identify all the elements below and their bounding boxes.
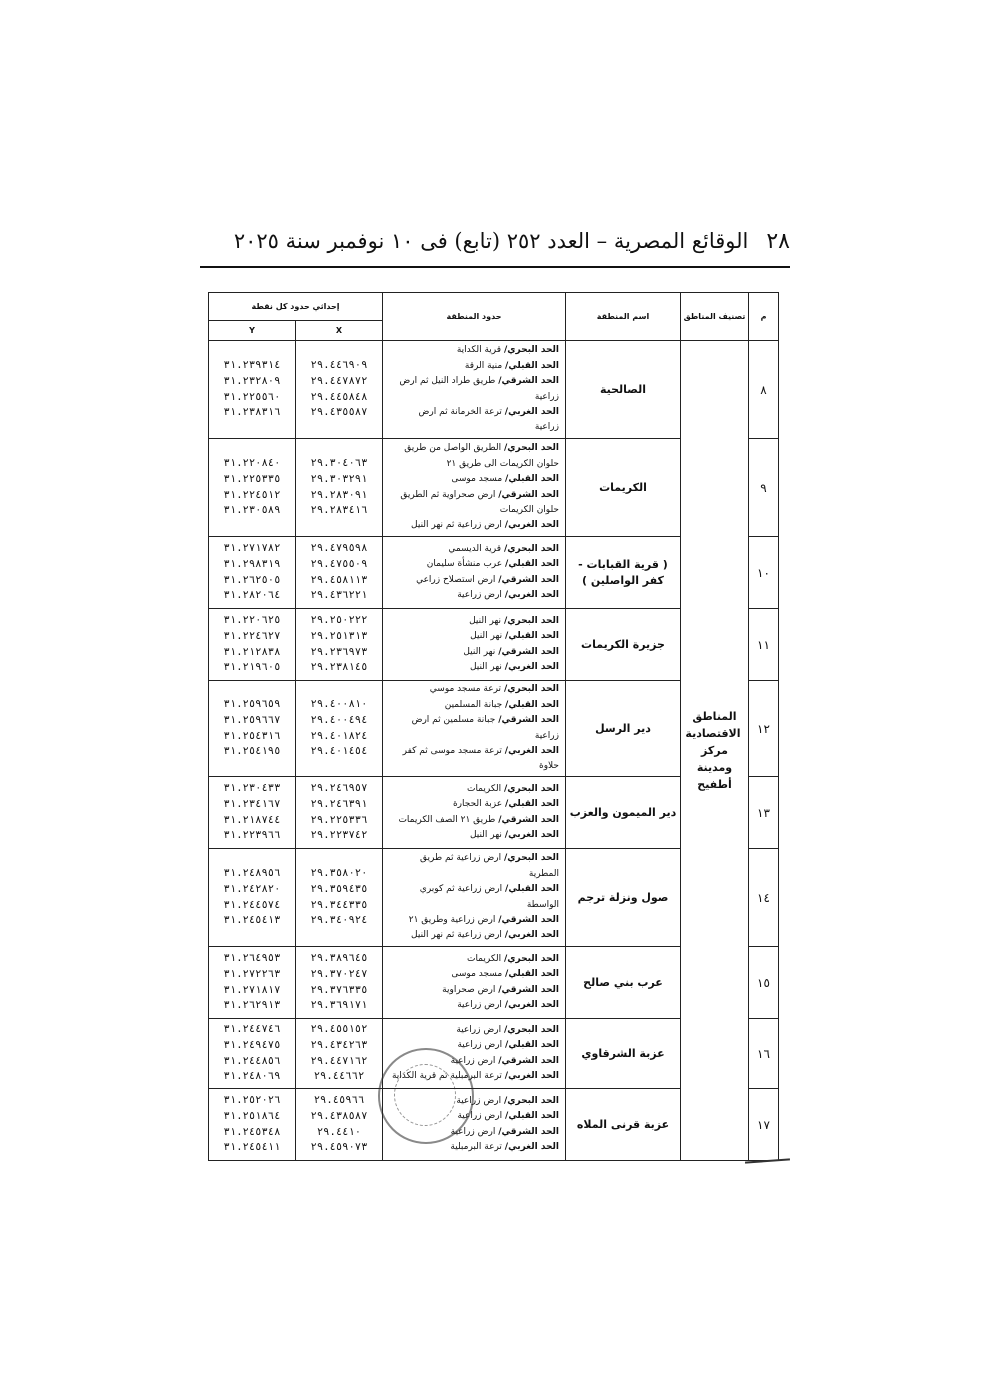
page-header	[200, 226, 790, 256]
boundary-line	[385, 682, 559, 697]
boundary-label: الحد الشرقي/	[498, 984, 559, 995]
boundary-line	[385, 759, 559, 774]
boundary-label: الحد القبلي/	[505, 699, 559, 710]
boundary-text: طريق طراد النيل ثم ارض	[399, 376, 496, 387]
coord-y-cell	[209, 537, 296, 609]
boundary-label: الحد البحري/	[503, 684, 559, 695]
coord-y-value: ٣١.٢٥٩٦٦٧	[223, 713, 281, 726]
zone-number: ٩	[749, 439, 779, 537]
coord-y-value: ٣١.٢٣٠٤٣٣	[223, 782, 281, 795]
col-y-header: Y	[209, 321, 296, 341]
coord-y-value: ٣١.٢١٢٨٣٨	[223, 645, 281, 658]
coord-y-value: ٣١.٢٤٥٤١٣	[223, 914, 281, 927]
boundary-line	[385, 343, 559, 358]
coord-x-value: ٢٩.٣٠٣٢٩١	[310, 472, 368, 485]
zone-number: ١٠	[749, 537, 779, 609]
boundary-text: زراعية	[534, 422, 559, 433]
coord-y-value: ٣١.٢٥١٨٦٤	[223, 1109, 281, 1122]
boundary-text: جبانة المسلمين	[444, 699, 503, 710]
coord-x-value: ٢٩.٢٨٣٤١٦	[310, 504, 368, 517]
boundary-label: الحد القبلي/	[505, 360, 559, 371]
coord-y-value: ٣١.٢٤٢٨٢٠	[223, 882, 281, 895]
zone-name: الكريمات	[566, 439, 681, 537]
boundary-text: مسجد موسى	[451, 474, 503, 485]
zone-number: ١٧	[749, 1089, 779, 1161]
coord-y-value: ٣١.٢٧٢٢٦٣	[223, 967, 281, 980]
boundary-text: ارض استصلاح زراعي	[416, 574, 496, 585]
boundary-label: الحد الشرقي/	[498, 715, 559, 726]
boundary-text: ارض زراعية ثم نهر النيل	[411, 930, 502, 941]
coord-x-value: ٢٩.٤٥٥١٥٢	[310, 1023, 368, 1036]
boundary-text: الكريمات	[466, 953, 502, 964]
boundary-line	[385, 813, 559, 828]
official-seal-stamp	[378, 1048, 474, 1144]
boundary-text: عزبة الحجارة	[452, 799, 503, 810]
col-coords-header: إحداثي حدود كل نقطة	[209, 293, 383, 321]
boundary-label: الحد الشرقي/	[498, 914, 559, 925]
zone-number: ١٢	[749, 681, 779, 777]
coord-x-value: ٢٩.٣٤٠٩٢٤	[310, 914, 368, 927]
boundary-text: ارض صحراوية ثم الطريق	[400, 489, 496, 500]
boundary-text: قرية الديسمي	[448, 543, 502, 554]
boundary-line	[385, 782, 559, 797]
boundary-label: الحد القبلي/	[505, 969, 559, 980]
boundary-label: الحد الشرقي/	[498, 376, 559, 387]
coord-y-value: ٣١.٢٤٥٤١١	[223, 1141, 281, 1154]
boundary-label: الحد البحري/	[503, 443, 559, 454]
coord-y-value: ٣١.٢٢٤٥١٢	[223, 488, 281, 501]
boundary-line	[385, 457, 559, 472]
coord-y-cell	[209, 341, 296, 439]
coord-y-cell	[209, 681, 296, 777]
boundary-text: ارض زراعية	[456, 1095, 502, 1106]
coord-y-value: ٣١.٢٣٢٨٠٩	[223, 374, 281, 387]
boundary-text: طريق ٢١ الصف الكريمات	[398, 814, 496, 825]
coord-y-value: ٣١.٢٥٩٦٥٩	[223, 698, 281, 711]
col-area-name-header: اسم المنطقة	[566, 293, 681, 341]
boundary-line	[385, 488, 559, 503]
coord-y-value: ٣١.٢٤٨٠٦٩	[223, 1070, 281, 1083]
coord-x-value: ٢٩.٣٨٩٦٤٥	[310, 952, 368, 965]
boundary-line	[385, 898, 559, 913]
boundary-line	[385, 1023, 559, 1038]
boundary-line	[385, 573, 559, 588]
coord-y-cell	[209, 849, 296, 947]
boundary-text: زراعية	[534, 730, 559, 741]
classification-text: المناطق الاقتصادية مركز ومدينة أطفيح	[685, 710, 741, 791]
boundary-label: الحد القبلي/	[505, 559, 559, 570]
coord-y-value: ٣١.٢٩٨٣١٩	[223, 557, 281, 570]
boundary-label: الحد الغربي/	[504, 1070, 559, 1081]
boundary-label: الحد الشرقي/	[498, 489, 559, 500]
coord-y-value: ٣١.٢٥٤٣١٦	[223, 729, 281, 742]
coord-x-value: ٢٩.٤٤٧٨٧٢	[310, 374, 368, 387]
boundary-text: مسجد موسى	[451, 969, 503, 980]
zone-boundaries	[383, 609, 566, 681]
boundary-text: ارض زراعية	[457, 589, 502, 600]
boundary-text: ارض زراعية	[457, 1040, 503, 1051]
coord-y-value: ٣١.٢٦٤٩٥٣	[223, 952, 281, 965]
coord-x-value: ٢٩.٢٥٠٢٢٢	[310, 614, 368, 627]
coord-x-value: ٢٩.٤٣٤٢٦٣	[310, 1038, 368, 1051]
coord-y-value: ٣١.٢٤٨٩٥٦	[223, 867, 281, 880]
boundary-line	[385, 952, 559, 967]
boundary-text: ارض زراعية	[457, 1111, 503, 1122]
boundary-label: الحد الغربي/	[504, 999, 559, 1010]
boundary-line	[385, 518, 559, 533]
page-number: ٢٨	[766, 228, 790, 254]
boundary-text: نهر النيل	[463, 646, 496, 657]
coord-y-value: ٣١.٢٢٤٦٢٧	[223, 629, 281, 642]
coord-x-value: ٢٩.٤٠١٨٢٤	[310, 729, 368, 742]
boundary-label: الحد الغربي/	[504, 520, 559, 531]
header-rule	[200, 266, 790, 268]
boundary-line	[385, 698, 559, 713]
coord-x-cell	[296, 609, 383, 681]
zone-number: ١٦	[749, 1019, 779, 1089]
boundary-label: الحد الشرقي/	[498, 646, 559, 657]
coord-y-cell	[209, 777, 296, 849]
coord-y-value: ٣١.٢٤٥٣٤٨	[223, 1125, 281, 1138]
boundary-label: الحد الشرقي/	[498, 574, 559, 585]
zone-number: ١٥	[749, 947, 779, 1019]
boundary-text: عرب منشأة سليمان	[426, 559, 503, 570]
boundary-label: الحد القبلي/	[505, 1111, 559, 1122]
coord-x-value: ٢٩.٣٠٤٠٦٣	[310, 457, 368, 470]
zone-number: ١٣	[749, 777, 779, 849]
zone-name: دير الميمون والعزب	[566, 777, 681, 849]
boundary-line	[385, 828, 559, 843]
boundary-text: حلوان الكريمات	[499, 504, 559, 515]
boundary-label: الحد الغربي/	[504, 589, 559, 600]
boundary-line	[385, 882, 559, 897]
boundary-line	[385, 983, 559, 998]
boundary-text: ارض زراعية	[450, 1126, 496, 1137]
coord-x-value: ٢٩.٤٥٩٠٧٣	[310, 1141, 368, 1154]
coord-x-value: ٢٩.٤٣٥٥٨٧	[310, 406, 368, 419]
boundary-label: الحد الشرقي/	[498, 1055, 559, 1066]
coord-y-value: ٣١.٢٧١٨١٧	[223, 983, 281, 996]
coord-x-value: ٢٩.٤٠٠٨١٠	[310, 698, 368, 711]
boundary-label: الحد البحري/	[503, 543, 559, 554]
boundary-line	[385, 1140, 559, 1155]
boundary-line	[385, 390, 559, 405]
coord-y-value: ٣١.٢٣٤١٦٧	[223, 797, 281, 810]
coord-x-cell	[296, 1089, 383, 1161]
zone-boundaries	[383, 341, 566, 439]
coord-y-value: ٣١.٢٣٨٣١٦	[223, 406, 281, 419]
col-classification-header: تصنيف المناطق	[681, 293, 749, 341]
boundary-text: ارض زراعية	[456, 1024, 502, 1035]
boundary-label: الحد البحري/	[503, 853, 559, 864]
zone-name: دير الرسل	[566, 681, 681, 777]
coord-x-value: ٢٩.٤٧٩٥٩٨	[310, 542, 368, 555]
boundary-line	[385, 713, 559, 728]
boundary-text: ترعة مسجد موسي	[429, 684, 502, 695]
coord-x-cell	[296, 1019, 383, 1089]
boundary-label: الحد القبلي/	[505, 474, 559, 485]
zones-table	[208, 292, 779, 1161]
coord-x-value: ٢٩.٣٥٩٤٣٥	[310, 882, 368, 895]
boundary-line	[385, 588, 559, 603]
zone-name: عزبة الشرقاوي	[566, 1019, 681, 1089]
coord-y-value: ٣١.٢٦٢٩١٣	[223, 999, 281, 1012]
coord-x-value: ٢٩.٢٤٦٣٩١	[310, 797, 368, 810]
coord-x-value: ٢٩.٣٥٨٠٢٠	[310, 867, 368, 880]
zone-boundaries	[383, 849, 566, 947]
boundary-line	[385, 645, 559, 660]
coord-y-value: ٣١.٢٢٣٩٦٦	[223, 829, 281, 842]
coord-x-cell	[296, 947, 383, 1019]
boundary-text: المطرية	[528, 868, 559, 879]
boundary-line	[385, 441, 559, 456]
coord-x-value: ٢٩.٤٤٥٨٤٨	[310, 390, 368, 403]
boundary-text: نهر النيل	[469, 829, 502, 840]
coord-y-value: ٣١.٢٦٢٥٠٥	[223, 573, 281, 586]
boundary-label: الحد الغربي/	[504, 745, 559, 756]
boundary-label: الحد الشرقي/	[498, 814, 559, 825]
boundary-text: ارض زراعية ثم طريق	[420, 853, 502, 864]
zone-name: ( قرية القبابات - كفر الواصلين )	[566, 537, 681, 609]
coord-x-value: ٢٩.٤٤٧١٦٢	[310, 1054, 368, 1067]
boundary-text: ارض زراعية وطريق ٢١	[408, 914, 496, 925]
boundary-text: نهر النيل	[470, 631, 503, 642]
coord-y-cell	[209, 1019, 296, 1089]
boundary-text: الطريق الواصل من طريق	[404, 443, 502, 454]
col-num-header: م	[749, 293, 779, 341]
coord-x-cell	[296, 439, 383, 537]
coord-x-value: ٢٩.٢٤٦٩٥٧	[310, 782, 368, 795]
coord-y-value: ٣١.٢٤٩٤٧٥	[223, 1038, 281, 1051]
zone-name: الصالحية	[566, 341, 681, 439]
boundary-label: الحد الغربي/	[504, 406, 559, 417]
col-x-header: X	[296, 321, 383, 341]
coord-y-value: ٣١.٢٢٥٥٦٠	[223, 390, 281, 403]
coord-x-value: ٢٩.٢٢٣٧٤٢	[310, 829, 368, 842]
boundary-text: ترعة مسجد موسى ثم كفر	[402, 745, 502, 756]
zone-boundaries	[383, 681, 566, 777]
coord-x-value: ٢٩.٢٥١٣١٣	[310, 629, 368, 642]
boundary-line	[385, 998, 559, 1013]
coord-y-value: ٣١.٢٥٢٠٢٦	[223, 1094, 281, 1107]
boundary-line	[385, 614, 559, 629]
coord-y-value: ٣١.٢٣٩٣١٤	[223, 359, 281, 372]
coord-x-cell	[296, 537, 383, 609]
coord-y-value: ٣١.٢٢٥٣٣٥	[223, 472, 281, 485]
boundary-text: نهر النيل	[469, 615, 502, 626]
coord-x-value: ٢٩.٣٧٦٣٣٥	[310, 983, 368, 996]
zone-boundaries	[383, 537, 566, 609]
boundary-line	[385, 797, 559, 812]
boundary-text: حلوان الكريمات الى طريق ٢١	[446, 458, 559, 469]
boundary-label: الحد القبلي/	[505, 1040, 559, 1051]
header-title: الوقائع المصرية – العدد ٢٥٢ (تابع) فى ١٠ نوفمبر سنة ٢٠٢٥	[233, 229, 749, 253]
boundary-line	[385, 359, 559, 374]
boundary-text: ارض زراعية ثم كوبري	[419, 884, 503, 895]
coord-y-value: ٣١.٢٤٤٥٧٤	[223, 898, 281, 911]
zone-boundaries	[383, 439, 566, 537]
boundary-label: الحد البحري/	[503, 1095, 559, 1106]
coord-x-value: ٢٩.٣٤٤٣٣٥	[310, 898, 368, 911]
boundary-line	[385, 744, 559, 759]
coord-x-cell	[296, 777, 383, 849]
coord-y-value: ٣١.٢٣٠٥٨٩	[223, 504, 281, 517]
boundary-label: الحد الغربي/	[504, 1141, 559, 1152]
coord-y-value: ٣١.٢٢٠٨٤٠	[223, 457, 281, 470]
boundary-text: زراعية	[534, 391, 559, 402]
boundary-text: ارض زراعية	[457, 999, 502, 1010]
zone-number: ٨	[749, 341, 779, 439]
boundary-text: نهر النيل	[469, 661, 502, 672]
coord-y-value: ٣١.٢٨٢٠٦٤	[223, 589, 281, 602]
boundary-text: ترعة البرمبلية ثم قرية الكداية	[391, 1070, 502, 1081]
coord-x-value: ٢٩.٤٣٦٢٢١	[310, 589, 368, 602]
zone-name: عرب بني صالح	[566, 947, 681, 1019]
boundary-line	[385, 420, 559, 435]
boundary-text: جبانة مسلمين ثم ارض	[411, 715, 496, 726]
coord-x-value: ٢٩.٤٤٦٩٠٩	[310, 359, 368, 372]
coord-x-value: ٢٩.٢٣٨١٤٥	[310, 661, 368, 674]
boundary-text: قرية الكداية	[456, 345, 502, 356]
coord-y-value: ٣١.٢١٨٧٤٤	[223, 813, 281, 826]
coord-y-value: ٣١.٢٤٤٧٤٦	[223, 1023, 281, 1036]
coord-y-value: ٣١.٢٥٤١٩٥	[223, 745, 281, 758]
boundary-line	[385, 629, 559, 644]
boundary-label: الحد البحري/	[503, 1024, 559, 1035]
boundary-label: الحد الغربي/	[504, 829, 559, 840]
boundary-text: الواسطة	[526, 899, 559, 910]
zone-name: صول ونزلة ترجم	[566, 849, 681, 947]
coord-x-value: ٢٩.٤٠٠٤٩٤	[310, 713, 368, 726]
coord-y-value: ٣١.٢١٩٦٠٥	[223, 661, 281, 674]
boundary-line	[385, 867, 559, 882]
boundary-text: ارض زراعية ثم نهر النيل	[411, 520, 502, 531]
zone-boundaries	[383, 947, 566, 1019]
boundary-label: الحد الغربي/	[504, 930, 559, 941]
coord-x-value: ٢٩.٤٥٩٦٦	[313, 1094, 365, 1107]
boundary-line	[385, 660, 559, 675]
coord-x-value: ٢٩.٣٦٩١٧١	[310, 999, 368, 1012]
boundary-line	[385, 967, 559, 982]
coord-x-value: ٢٩.٢٨٣٠٩١	[310, 488, 368, 501]
coord-y-value: ٣١.٢٧١٧٨٢	[223, 542, 281, 555]
boundary-label: الحد الغربي/	[504, 661, 559, 672]
coord-y-value: ٣١.٢٢٠٦٢٥	[223, 614, 281, 627]
boundary-text: ارض صحراوية	[442, 984, 496, 995]
coord-x-value: ٢٩.٤٥٨١١٣	[310, 573, 368, 586]
boundary-line	[385, 928, 559, 943]
coord-y-cell	[209, 439, 296, 537]
boundary-label: الحد القبلي/	[505, 631, 559, 642]
boundary-line	[385, 503, 559, 518]
coord-x-value: ٢٩.٢٣٦٩٧٣	[310, 645, 368, 658]
boundary-line	[385, 472, 559, 487]
boundary-line	[385, 405, 559, 420]
boundary-label: الحد القبلي/	[505, 884, 559, 895]
coord-x-value: ٢٩.٤٤٦٦٢	[313, 1070, 365, 1083]
col-boundaries-header: حدود المنطقة	[383, 293, 566, 341]
boundary-line	[385, 542, 559, 557]
boundary-label: الحد القبلي/	[505, 799, 559, 810]
coord-y-cell	[209, 609, 296, 681]
boundary-text: ترعة الخرمانة ثم ارض	[418, 406, 502, 417]
coord-x-value: ٢٩.٤٠١٤٥٤	[310, 745, 368, 758]
zone-name: جزيرة الكريمات	[566, 609, 681, 681]
boundary-label: الحد الشرقي/	[498, 1126, 559, 1137]
coord-x-cell	[296, 341, 383, 439]
coord-x-value: ٢٩.٤٤١٠	[316, 1125, 362, 1138]
coord-x-value: ٢٩.٤٣٨٥٨٧	[310, 1109, 368, 1122]
coord-x-value: ٢٩.٢٢٥٣٣٦	[310, 813, 368, 826]
boundary-label: الحد البحري/	[503, 953, 559, 964]
boundary-text: الكريمات	[466, 783, 502, 794]
boundary-text: ارض زراعية	[450, 1055, 496, 1066]
zone-boundaries	[383, 777, 566, 849]
boundary-label: الحد البحري/	[503, 345, 559, 356]
boundary-line	[385, 851, 559, 866]
boundary-text: ترعة البرمبلية	[450, 1141, 502, 1152]
coord-x-cell	[296, 681, 383, 777]
coord-y-value: ٣١.٢٤٤٨٥٦	[223, 1054, 281, 1067]
coord-y-cell	[209, 1089, 296, 1161]
boundary-line	[385, 913, 559, 928]
coord-x-value: ٢٩.٣٧٠٢٤٧	[310, 967, 368, 980]
boundary-label: الحد البحري/	[503, 783, 559, 794]
zone-number: ١١	[749, 609, 779, 681]
boundary-label: الحد البحري/	[503, 615, 559, 626]
zone-row	[209, 341, 779, 439]
boundary-line	[385, 729, 559, 744]
boundary-line	[385, 374, 559, 389]
boundary-line	[385, 557, 559, 572]
boundary-text: منية الرقة	[464, 360, 503, 371]
coord-x-cell	[296, 849, 383, 947]
zone-number: ١٤	[749, 849, 779, 947]
zone-name: عزبة قرنى الملاه	[566, 1089, 681, 1161]
zone-classification	[681, 341, 749, 1161]
coord-y-cell	[209, 947, 296, 1019]
zones-table-body	[209, 341, 779, 1161]
coord-x-value: ٢٩.٤٧٥٥٠٩	[310, 557, 368, 570]
boundary-text: حلاوة	[539, 761, 559, 772]
